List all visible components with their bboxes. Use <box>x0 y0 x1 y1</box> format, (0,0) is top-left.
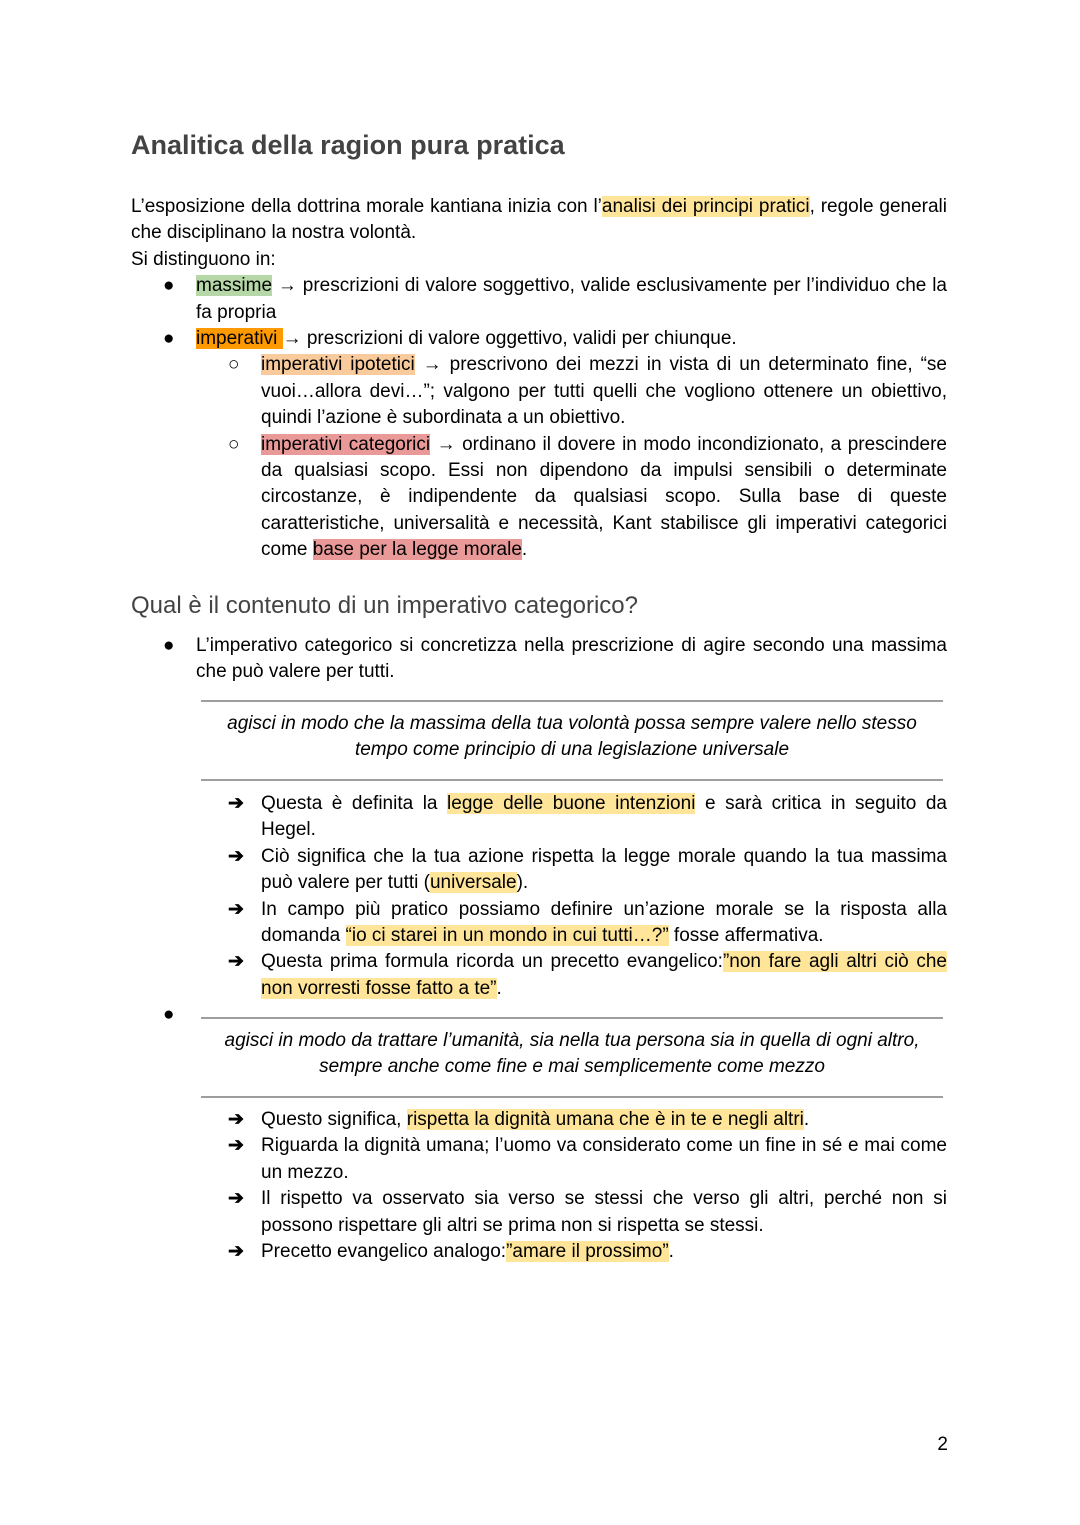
item-text-end: e sarà critica in seguito da Hegel. <box>261 793 947 841</box>
highlight-analisi: analisi dei principi pratici <box>601 196 810 217</box>
arrow-item-dignita <box>228 1107 947 1133</box>
item-text: In campo più pratico possiamo definire un’azione morale se la risposta alla domanda <box>261 898 947 946</box>
item-text: Questa è definita la <box>261 793 448 814</box>
highlight-dignita: rispetta la dignità umana che è in te e negli altri <box>406 1109 804 1130</box>
arrow-item-legge <box>228 791 947 844</box>
arrow-item-domanda <box>228 897 947 950</box>
intro-text: L’esposizione della dottrina morale kantiana inizia con l’ <box>131 196 602 217</box>
massime-text: → prescrizioni di valore soggettivo, valide esclusivamente per l’individuo che la fa propria <box>196 275 947 323</box>
arrow-marker: ➔ <box>228 793 244 814</box>
arrow-item-fine <box>228 1133 947 1186</box>
list-item-imperativi <box>163 326 947 352</box>
highlight-domanda: “io ci starei in un mondo in cui tutti…?” <box>345 925 669 946</box>
quote2-line2: sempre anche come fine e mai semplicemente come mezzo <box>319 1056 825 1078</box>
item-text: Precetto evangelico analogo: <box>261 1241 507 1262</box>
arrow-item-rispetto <box>228 1186 947 1239</box>
item-text: Ciò significa che la tua azione rispetta la legge morale quando la tua massima può valere per tutti ( <box>261 845 947 894</box>
bullet-marker: ● <box>163 275 175 297</box>
arrow-marker: ➔ <box>228 845 244 867</box>
divider-line <box>201 700 943 702</box>
quote-first-formula <box>201 711 943 764</box>
divider-line <box>201 1096 943 1098</box>
highlight-categorici: imperativi categorici <box>261 433 431 455</box>
quote1-line1: agisci in modo che la massima della tua volontà possa sempre valere nello stesso <box>227 713 917 734</box>
highlight-legge-morale: base per la legge morale <box>312 539 522 561</box>
arrow-marker: ➔ <box>228 1241 244 1262</box>
divider-line <box>201 1017 943 1019</box>
arrow-marker: ➔ <box>228 1109 244 1130</box>
categorici-text: → ordinano il dovere in modo incondizionato, a prescindere da qualsiasi scopo. Essi non dipendono da impulsi sensibili o determinate circostanze, è indipendente da qualsiasi scopo. Sulla base di queste caratteristiche, universalità e necessità, Kant stabilisce gli imperativi categorici come <box>261 433 947 561</box>
highlight-buone-intenzioni: legge delle buone intenzioni <box>447 793 696 814</box>
circle-marker: ○ <box>228 354 240 376</box>
quote1-line2: tempo come principio di una legislazione universale <box>354 739 790 761</box>
highlight-imperativi: imperativi <box>196 328 283 349</box>
arrow-marker: ➔ <box>228 898 244 920</box>
ipotetici-text: → prescrivono dei mezzi in vista di un determinato fine, “se vuoi…allora devi…”; valgono per tutti quelli che vogliono ottenere un obiettivo, quindi l’azione è subordinata a un obiettivo. <box>261 354 948 429</box>
section-heading: Qual è il contenuto di un imperativo categorico? <box>131 592 638 619</box>
page-title: Analitica della ragion pura pratica <box>131 130 565 160</box>
highlight-precetto: ”non fare agli altri ciò che non vorresti fosse fatto a te” <box>261 951 948 999</box>
concretizza-text: L’imperativo categorico si concretizza nella prescrizione di agire secondo una massima che può valere per tutti. <box>196 635 947 683</box>
quote-second-formula <box>201 1028 943 1081</box>
intro-text-end: , regole generali che disciplinano la nostra volontà. <box>131 196 947 244</box>
list-item-ipotetici <box>228 352 948 431</box>
quote2-line1: agisci in modo da trattare l’umanità, sia nella tua persona sia in quella di ogni altro, <box>224 1030 920 1051</box>
item-text: Il rispetto va osservato sia verso se stessi che verso gli altri, perché non si possono rispettare gli altri se prima non si rispetta se stessi. <box>261 1188 947 1236</box>
item-text-end: ). <box>516 872 529 894</box>
highlight-massime: massime <box>196 275 273 297</box>
list-item-concretizza <box>163 633 947 686</box>
arrow-item-precetto <box>228 949 948 1002</box>
bullet-marker: ● <box>163 1004 175 1026</box>
arrow-item-prossimo <box>228 1239 947 1265</box>
item-text-end: . <box>803 1109 810 1130</box>
page-number: 2 <box>937 1434 948 1455</box>
highlight-universale: universale <box>429 872 517 894</box>
distinguish-line: Si distinguono in: <box>131 248 276 270</box>
arrow-marker: ➔ <box>228 1188 244 1210</box>
divider-line <box>201 779 943 781</box>
item-text: Questo significa, <box>261 1109 407 1130</box>
list-item-massime <box>163 273 947 326</box>
imperativi-text: → prescrizioni di valore oggettivo, validi per chiunque. <box>282 328 737 349</box>
item-text: Questa prima formula ricorda un precetto evangelico: <box>261 951 723 973</box>
list-item-categorici <box>228 432 947 564</box>
highlight-prossimo: ”amare il prossimo” <box>506 1241 669 1262</box>
bullet-marker: ● <box>163 328 175 349</box>
item-text-end: . <box>668 1241 674 1262</box>
bullet-marker: ● <box>163 635 175 656</box>
arrow-marker: ➔ <box>228 1135 244 1157</box>
arrow-item-universale <box>228 844 947 897</box>
item-text: Riguarda la dignità umana; l’uomo va considerato come un fine in sé e mai come un mezzo. <box>261 1135 947 1183</box>
intro-paragraph <box>131 194 947 247</box>
categorici-end: . <box>521 539 528 561</box>
circle-marker: ○ <box>228 433 240 455</box>
item-text-end: . <box>496 977 502 999</box>
highlight-ipotetici: imperativi ipotetici <box>261 354 415 376</box>
item-text-end: fosse affermativa. <box>668 925 824 946</box>
arrow-marker: ➔ <box>228 951 244 973</box>
